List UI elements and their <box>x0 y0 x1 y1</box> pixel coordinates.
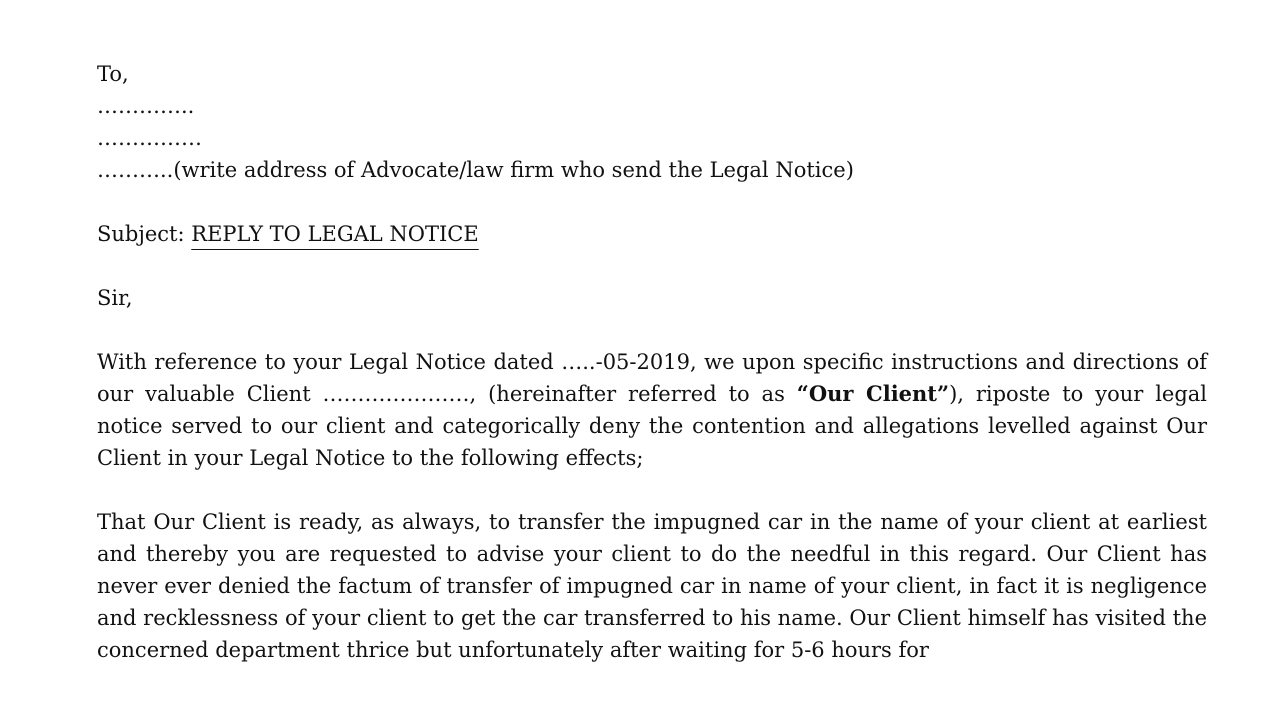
salutation: Sir, <box>97 286 133 310</box>
paragraph-reference <box>97 346 1207 474</box>
recipient-label: To, <box>97 62 129 86</box>
spacer <box>97 474 1207 506</box>
our-client-term: “Our Client” <box>796 381 950 406</box>
paragraph-reference-part-2: ), riposte to your legal notice served to our client and categorically deny the contention and allegations levelled against Our Client in your Legal Notice to the following effects; <box>97 382 1208 470</box>
address-line-2: …………… <box>97 126 202 150</box>
subject-label: Subject: <box>97 222 185 246</box>
paragraph-transfer: That Our Client is ready, as always, to transfer the impugned car in the name of your client at earliest and thereby you are requested to advise your client to do the needful in this regard. Our Client has never ever denied the factum of transfer of impugned car in name of your client, in fact it is negligence and recklessness of your client to get the car transferred to his name. Our Client himself has visited the concerned department thrice but unfortunately after waiting for 5-6 hours for <box>97 510 1207 662</box>
address-line-3: ………..(write address of Advocate/law firm who send the Legal Notice) <box>97 158 854 182</box>
spacer <box>97 314 1207 346</box>
spacer <box>97 186 1207 218</box>
subject-line <box>97 218 1207 250</box>
spacer <box>97 250 1207 282</box>
paragraph-reference-part-1: With reference to your Legal Notice dated …..-05-2019, we upon specific instructions and directions of our valuable Client …………………, (hereinafter referred to as <box>97 350 1207 406</box>
address-line-1: ………….. <box>97 94 195 118</box>
letter-document <box>97 58 1207 666</box>
subject-text: REPLY TO LEGAL NOTICE <box>191 222 479 246</box>
